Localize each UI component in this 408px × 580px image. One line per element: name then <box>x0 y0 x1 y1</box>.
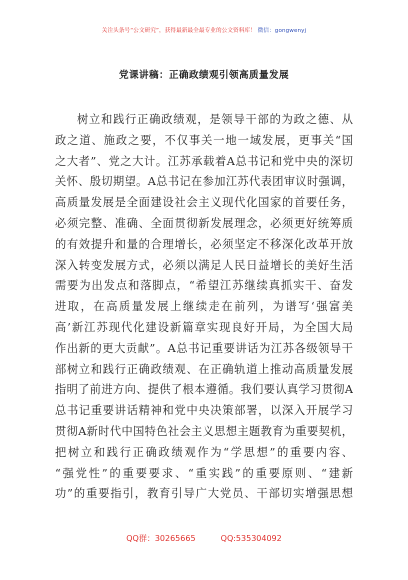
body-line: 功”的重要指引，教育引导广大党员、干部切实增强思想 <box>55 487 353 501</box>
qq-group-text: QQ群：30265665 <box>126 534 196 543</box>
body-line: 之大者”、党之大计。江苏承载着A总书记和党中央的深切 <box>55 154 353 168</box>
body-line: 深入转变发展方式，必须以满足人民日益增长的美好生活 <box>55 258 353 272</box>
body-line: 进取，在高质量发展上继续走在前列，为谱写‘强富美 <box>55 300 353 314</box>
body-line: “强党性”的重要要求、“重实践”的重要原则、“建新 <box>55 466 353 480</box>
document-title: 党课讲稿：正确政绩观引领高质量发展 <box>119 70 289 81</box>
body-line: 必须完整、准确、全面贯彻新发展理念，必须更好统筹质 <box>55 216 353 230</box>
body-line: 政之道、施政之要，不仅事关一地一域发展，更事关“国 <box>55 133 353 147</box>
body-line: 关怀、殷切期望。A总书记在参加江苏代表团审议时强调， <box>55 175 353 189</box>
footer-contact <box>0 533 408 544</box>
body-line: 高质量发展是全面建设社会主义现代化国家的首要任务， <box>55 196 353 210</box>
body-line: 需要为出发点和落脚点，“希望江苏继续真抓实干、奋发 <box>55 279 353 293</box>
wechat-text: 微信：gongwenyj <box>257 28 307 34</box>
body-line: 贯彻A新时代中国特色社会主义思想主题教育为重要契机， <box>55 424 353 438</box>
body-line: 指明了前进方向、提供了根本遵循。我们要认真学习贯彻A <box>55 383 353 397</box>
promo-text: 关注头条号“公文研究”，获得最新最全最专业的公文资料库！ <box>101 28 256 34</box>
body-line: 高’新江苏现代化建设新篇章实现良好开局，为全国大局 <box>55 320 353 334</box>
document-body <box>55 110 353 505</box>
body-line: 把树立和践行正确政绩观作为“学思想”的重要内容、 <box>55 445 353 459</box>
top-promo-banner <box>0 26 408 34</box>
qq-number-text: QQ:535304092 <box>220 534 282 543</box>
body-line: 树立和践行正确政绩观，是领导干部的为政之德、从 <box>77 113 353 126</box>
body-line: 作出新的更大贡献”。A总书记重要讲话为江苏各级领导干 <box>55 341 353 355</box>
body-line: 总书记重要讲话精神和党中央决策部署，以深入开展学习 <box>55 404 353 418</box>
body-line: 的有效提升和量的合理增长，必须坚定不移深化改革开放 <box>55 237 353 251</box>
body-line: 部树立和践行正确政绩观、在正确轨道上推动高质量发展 <box>55 362 353 376</box>
